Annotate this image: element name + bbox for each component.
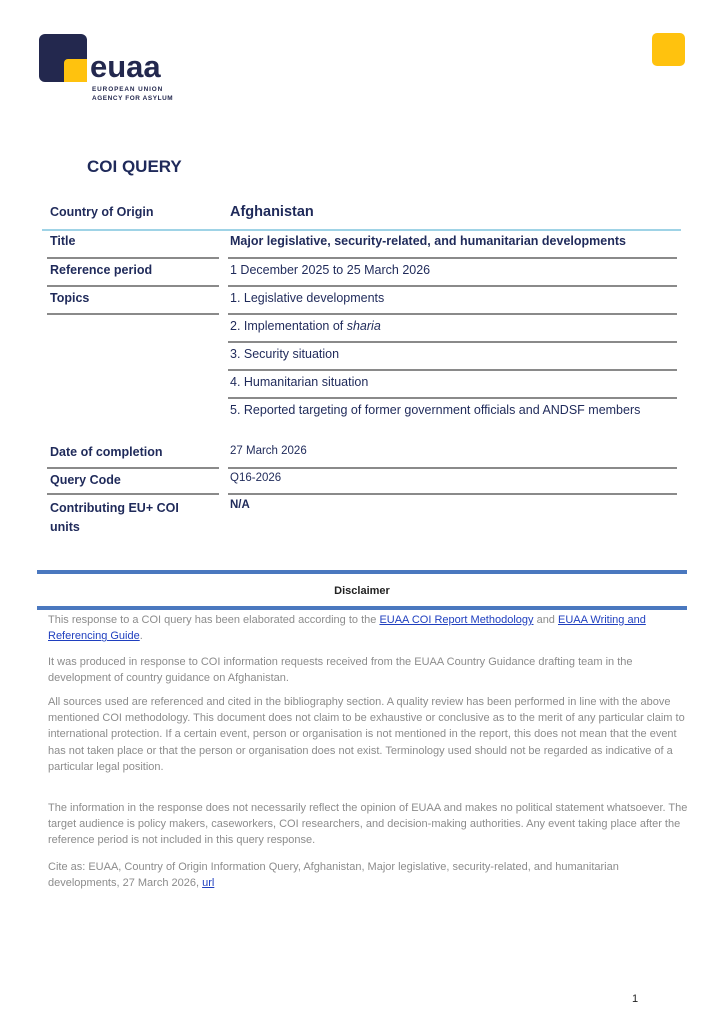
completion-label: Date of completion [50, 445, 163, 459]
paragraph-text: . [139, 630, 143, 643]
topic-italic-term: sharia [346, 319, 381, 333]
table-divider [228, 369, 677, 371]
table-divider [47, 257, 219, 259]
document-type-heading: COI QUERY [87, 157, 182, 176]
completion-value: 27 March 2026 [230, 445, 307, 457]
title-label: Title [50, 234, 76, 248]
topic-text: 2. Implementation of [230, 319, 347, 333]
disclaimer-bottom-rule [37, 606, 687, 610]
title-value: Major legislative, security-related, and humanitarian developments [230, 234, 626, 248]
query-code-label: Query Code [50, 473, 121, 487]
paragraph-text: This response to a COI query has been elaborated according to the [48, 614, 380, 626]
topic-item: 3. Security situation [230, 347, 340, 361]
paragraph-text: and [533, 614, 558, 626]
table-divider [228, 493, 677, 495]
topic-item: 5. Reported targeting of former government officials and ANDSF members [230, 403, 641, 417]
table-divider [47, 313, 219, 315]
corner-brand-mark [652, 33, 685, 66]
disclaimer-title: Disclaimer [334, 585, 390, 597]
disclaimer-paragraph: All sources used are referenced and cited in the bibliography section. A quality review has been performed in line with the above mentioned COI methodology. This document does not claim to be exhaustive or conclusive as to the merit of any particular claim to international protection. If a certain event, person or organisation is not mentioned in the report, this does not mean that the event has not taken place or that the person or organisation does not exist. Terminology used should not be regarded as indicative of a particular legal position. [48, 696, 685, 773]
query-code-value: Q16-2026 [230, 472, 282, 484]
logo-yellow-square [64, 59, 87, 82]
table-divider [228, 285, 677, 287]
topic-item: 4. Humanitarian situation [230, 375, 369, 389]
disclaimer-paragraph: The information in the response does not necessarily reflect the opinion of EUAA and makes no political statement whatsoever. The target audience is policy makers, caseworkers, COI researchers, and decision-making authorities. Any event taking place after the reference period is not included in this query response. [48, 802, 688, 847]
country-value: Afghanistan [230, 204, 314, 220]
paragraph-text: Cite as: EUAA, Country of Origin Information Query, Afghanistan, Major legislative, security-related, and humanitarian developments, 27 March 2026, [48, 861, 619, 890]
topics-label: Topics [50, 291, 90, 305]
writing-guide-link[interactable]: EUAA Writing and Referencing Guide [48, 614, 646, 643]
topic-item [230, 317, 678, 336]
logo-wordmark: euaa [90, 49, 161, 84]
table-divider [42, 229, 681, 231]
disclaimer-paragraph: It was produced in response to COI information requests received from the EUAA Country Guidance drafting team in the development of country guidance on Afghanistan. [48, 656, 633, 685]
logo-subtitle-line2: AGENCY FOR ASYLUM [92, 95, 174, 102]
contributing-units-label: Contributing EU+ COI units [50, 501, 179, 534]
citation-paragraph [48, 859, 688, 891]
country-label: Country of Origin [50, 205, 154, 219]
table-divider [228, 313, 677, 315]
table-divider [47, 493, 219, 495]
table-divider [228, 341, 677, 343]
logo-subtitle-line1: EUROPEAN UNION [92, 86, 164, 93]
citation-url-link[interactable]: url [202, 877, 215, 890]
table-divider [228, 397, 677, 399]
period-value: 1 December 2025 to 25 March 2026 [230, 263, 431, 277]
table-divider [228, 257, 677, 259]
period-label: Reference period [50, 263, 153, 277]
disclaimer-top-rule [37, 570, 687, 574]
disclaimer-paragraph [48, 612, 688, 644]
topic-item: 1. Legislative developments [230, 291, 385, 305]
page-number: 1 [632, 993, 639, 1005]
contributing-units-value: N/A [230, 499, 250, 511]
table-divider [47, 467, 219, 469]
table-divider [47, 285, 219, 287]
methodology-link[interactable]: EUAA COI Report Methodology [379, 614, 534, 626]
